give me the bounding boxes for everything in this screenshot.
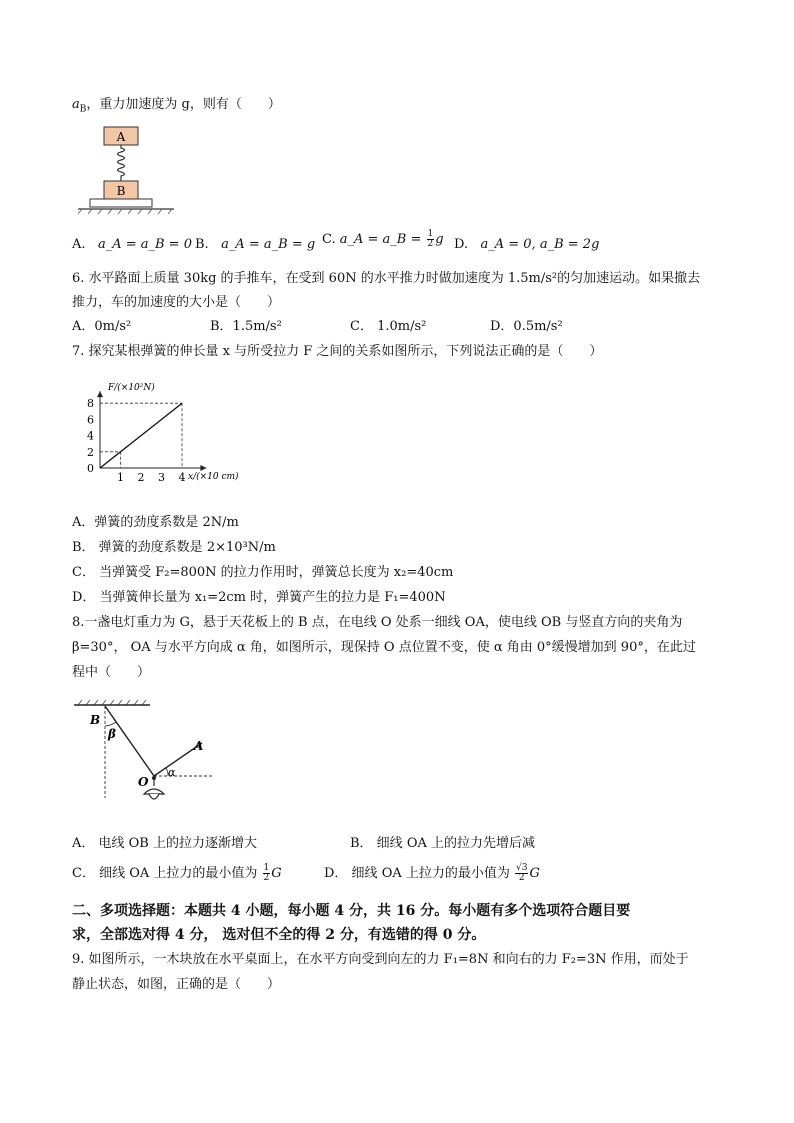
q8-option-d-fraction	[515, 864, 528, 883]
q6-option-d[interactable]: D．0.5m/s²	[490, 319, 563, 334]
section2-heading-line2: 求，全部选对得 4 分， 选对但不全的得 2 分，有选错的得 0 分。	[72, 927, 486, 943]
q8-option-c-frac-den: 2	[263, 873, 270, 883]
q8-option-c-frac-num: 1	[263, 863, 270, 873]
q5-option-a-text: a_A = a_B = 0	[97, 237, 192, 252]
q5-option-c-text: a_A = a_B =	[339, 232, 426, 247]
q7-chart-x-arrow	[200, 465, 206, 471]
section2-heading-line1: 二、多项选择题：本题共 4 小题，每小题 4 分，共 16 分。每小题有多个选项符合题目要	[72, 903, 631, 919]
q7-stem: 7. 探究某根弹簧的伸长量 x 与所受拉力 F 之间的关系如图所示，下列说法正确的是（ ）	[72, 344, 603, 359]
q5-spring-figure	[78, 125, 178, 217]
q5-option-b-text: a_A = a_B = g	[221, 237, 316, 252]
q8-line1: 8.一盏电灯重力为 G，悬于天花板上的 B 点，在电线 O 处系一细线 OA，使电线 OB 与竖直方向的夹角为	[72, 615, 683, 630]
q7-option-d[interactable]: D． 当弹簧伸长量为 x₁=2cm 时，弹簧产生的拉力是 F₁=400N	[72, 590, 446, 605]
q5-option-a-label: A.	[72, 237, 86, 252]
q8-options-row1	[72, 835, 732, 855]
q8-option-d-frac-num: √3	[516, 863, 528, 873]
q9-line2: 静止状态，如图，正确的是（ ）	[72, 977, 281, 992]
q5-option-c[interactable]	[322, 230, 444, 249]
q5-option-d-text: a_A = 0, a_B = 2g	[480, 237, 600, 252]
q8-options-row2	[72, 864, 732, 890]
q6-line1: 6. 水平路面上质量 30kg 的手推车，在受到 60N 的水平推力时做加速度为 1.5m/s²的匀加速运动。如果撤去	[72, 271, 701, 286]
q5-option-a[interactable]	[72, 236, 192, 254]
q7-chart-y-label: F/(×10²N)	[108, 383, 155, 393]
q8-fig-label-alpha: α	[168, 766, 176, 779]
q7-option-b[interactable]: B． 弹簧的劲度系数是 2×10³N/m	[72, 540, 276, 555]
q5-option-c-label: C.	[322, 232, 336, 247]
q5-option-b[interactable]	[195, 236, 315, 254]
q7-chart-x-tick-label: 2	[137, 471, 145, 484]
q7-chart-y-tick-label: 6	[87, 413, 94, 427]
q6-option-c[interactable]: C． 1.0m/s²	[350, 319, 427, 334]
q7-chart-y-tick-label: 4	[87, 429, 94, 443]
q5-option-d[interactable]	[454, 236, 599, 254]
q8-lamp-figure	[72, 700, 222, 840]
q7-chart-y-tick-label: 0	[87, 462, 94, 475]
q8-option-c-fraction	[263, 864, 271, 883]
q6-options	[72, 318, 732, 338]
q8-option-a[interactable]: A． 电线 OB 上的拉力逐渐增大	[72, 836, 257, 851]
q8-line3: 程中（ ）	[72, 665, 151, 680]
q8-option-d-text-post: G	[529, 866, 540, 881]
q5-intro-var: a	[72, 97, 80, 112]
q6-option-a[interactable]: A．0m/s²	[72, 319, 132, 334]
q8-option-c[interactable]	[72, 864, 282, 883]
q5-option-b-label: B.	[195, 237, 209, 252]
q7-chart-y-arrow	[97, 391, 103, 397]
q8-option-c-text-post: G	[271, 866, 282, 881]
q8-line2: β=30°， OA 与水平方向成 α 角，如图所示，现保持 O 点位置不变，使 α 角由 0°缓慢增加到 90°，在此过	[72, 640, 696, 655]
q5-option-d-label: D.	[454, 237, 469, 252]
q8-option-b[interactable]: B． 细线 OA 上的拉力先增后减	[350, 836, 535, 851]
q7-chart-x-label: x/(×10 cm)	[188, 472, 239, 482]
q8-option-d-text: D． 细线 OA 上拉力的最小值为	[324, 866, 510, 881]
q8-option-d[interactable]	[324, 864, 540, 883]
q8-option-c-text: C． 细线 OA 上拉力的最小值为	[72, 866, 258, 881]
q5-option-c-frac-den: 2	[427, 239, 434, 249]
q5-intro-sub: B	[79, 104, 87, 115]
q7-option-c[interactable]: C． 当弹簧受 F₂=800N 的拉力作用时，弹簧总长度为 x₂=40cm	[72, 565, 454, 580]
q8-fig-label-beta: β	[108, 727, 116, 741]
q6-option-b[interactable]: B．1.5m/s²	[210, 319, 282, 334]
q8-fig-label-b: B	[90, 713, 101, 727]
q6-line2: 推力，车的加速度的大小是（ ）	[72, 295, 281, 310]
q5-option-c-fraction	[427, 230, 435, 249]
q9-line1: 9. 如图所示，一木块放在水平桌面上，在水平方向受到向左的力 F₁=8N 和向右的力 F₂=3N 作用，而处于	[72, 952, 689, 967]
q8-fig-label-o: O	[138, 775, 149, 789]
q5-intro-rest: ，重力加速度为 g，则有（ ）	[86, 97, 281, 112]
q8-option-d-frac-den: 2	[518, 873, 525, 883]
q7-chart-x-tick-label: 1	[117, 471, 124, 484]
q7-chart-series-line	[100, 403, 182, 468]
q5-block-b-label: B	[116, 184, 126, 198]
q7-chart-y-tick-label: 8	[87, 397, 94, 411]
q5-options	[72, 229, 732, 258]
q5-intro	[72, 96, 281, 114]
q7-option-a[interactable]: A．弹簧的劲度系数是 2N/m	[72, 515, 239, 530]
q7-spring-chart	[78, 378, 248, 486]
q5-block-a-label: A	[116, 130, 126, 144]
q8-fig-label-a: A	[194, 739, 204, 753]
q7-chart-x-tick-label: 3	[158, 471, 165, 484]
q5-option-c-text-post: g	[435, 232, 444, 247]
q7-chart-y-tick-label: 2	[87, 445, 94, 459]
q5-option-c-frac-num: 1	[427, 229, 434, 239]
q7-chart-x-tick-label: 4	[178, 471, 186, 484]
